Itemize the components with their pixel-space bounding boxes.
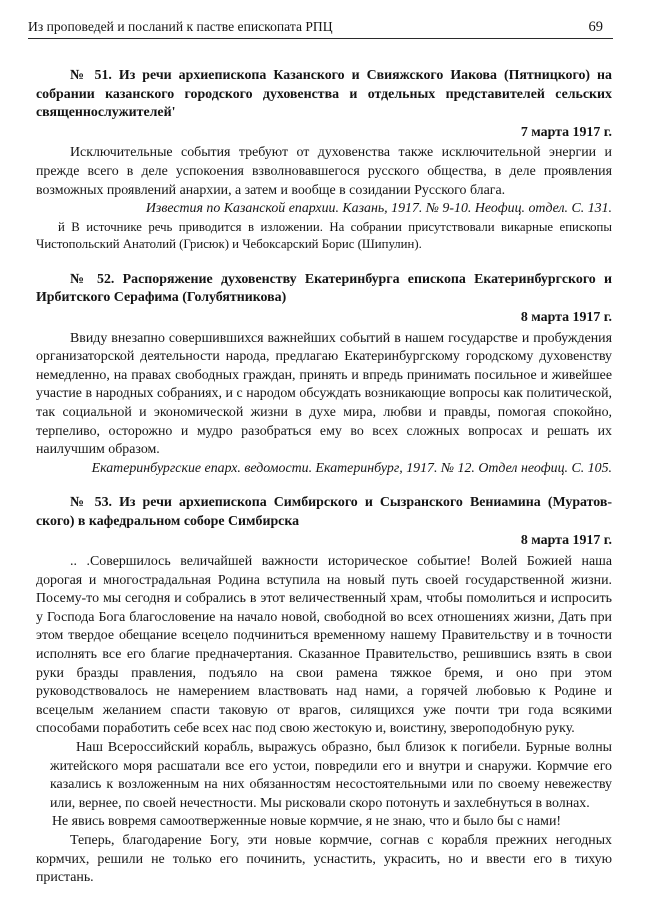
document-51 [36,67,612,253]
doc-title: Из речи архиепископа Казанского и Свияжского Иакова (Пятницкого) на собрании казанского городского духовенства и отдельных представителей сельских священнослужителей' [36,68,612,121]
doc-paragraph: Не явись вовремя самоотверженные новые кормчие, я не знаю, что и было бы с нами! [52,814,562,830]
running-title: Из проповедей и посланий к пастве епископата РПЦ [28,19,333,34]
doc-paragraph: Наш Всероссийский корабль, выражусь образно, был близок к погибели. Бурные волны житейского моря расшатали все его устои, повредили его и внутри и снаружи. Кормчие его казались к возложенным на них обязанностям несостоятельными или по своему невежеству или, вернее, по своей нечестности. Мы рисковали скоро потонуть и захлебнуться в волнах. [50,740,612,811]
document-52 [36,271,612,479]
doc-heading [36,67,612,123]
doc-paragraph: Ввиду внезапно совершившихся важнейших событий в нашем государстве и пробуждения организаторской деятельности народа, предлагаю Екатеринбургскому городскому духовенству немедленно, на правах свободных граждан, принять и впредь принимать посильное и живейшее участие в народных собраниях, и с народом обсуждать возникающие вопросы как политической, так социальной и экономической жизни в духе мира, любви и правды, помогая спокойно, терпеливо, осторожно и мудро разобраться ему во всех сложных вопросах и решать их наилучшим образом. [36,330,612,458]
doc-paragraph: .. .Совершилось величайшей важности историческое событие! Волей Божией наша дорогая и многострадальная Родина вступила на новый путь своей государственной жизни. Посему-то мы сегодня и собрались в этот величественный храм, чтобы помолиться и испросить у Господа Бога благословение на начало новой, свободной во всех отношениях жизни, Дать при этом твердое обещание всецело подчиниться временному нашему Правительству и в точности исполнять все его благие предначертания. Сказанное Правительство, решившись взять в свои руки бразды правления, подъяло на свои рамена тяжкое бремя, и оно при этом руководствовалось не намерением властвовать над нами, а горячей любовью к Родине и всецелым желанием спасти таковую от врагов, силящихся уже почти три года всякими способами поработить себе всех нас под свою жестокую и, воистину, звероподобную руку. [36,554,612,737]
doc-heading [36,494,612,531]
doc-number: № 51. [70,68,112,83]
doc-date: 7 марта 1917 г. [520,124,612,140]
doc-title: Распоряжение духовенству Екатеринбурга епископа Екатеринбургского и Ирбитского Серафима (Голубятникова) [36,271,612,306]
doc-source: Екатеринбургские епарх. ведомости. Екатеринбург, 1917. № 12. Отдел неофиц. С. 105. [91,460,612,476]
header-divider [28,38,613,39]
doc-heading [36,271,612,308]
doc-source: Известия по Казанской епархии. Казань, 1917. № 9-10. Неофиц. отдел. С. 131. [145,201,612,217]
document-53 [36,494,612,887]
doc-number: № 52. [70,271,115,287]
section-gap [36,253,612,271]
doc-title: Из речи архиепископа Симбирского и Сызранского Вениамина (Муратов-ского) в кафедральном соборе Симбирска [36,495,612,529]
page-number: 69 [588,19,603,35]
section-gap [36,478,612,494]
doc-date: 8 марта 1917 г. [520,533,612,549]
doc-paragraph: Исключительные события требуют от духовенства также исключительной энергии и прежде всего в деле успокоения взволновавшегося русского общества, в деле проявления возможных проявлений анархии, а затем и вообще в созидании Русского блага. [36,145,612,198]
page-body [36,67,612,888]
doc-number: № 53. [70,495,112,511]
footnote: й В источнике речь приводится в изложении. На собрании присутствовали викарные епископы Чистопольский Анатолий (Грисюк) и Чебоксарский Борис (Шипулин). [36,219,612,251]
doc-date: 8 марта 1917 г. [520,309,612,325]
doc-paragraph: Теперь, благодарение Богу, эти новые кормчие, согнав с корабля прежних негодных кормчих, решили не только его починить, уснастить, украсить, но и ввести его в тихую пристань. [36,832,612,886]
